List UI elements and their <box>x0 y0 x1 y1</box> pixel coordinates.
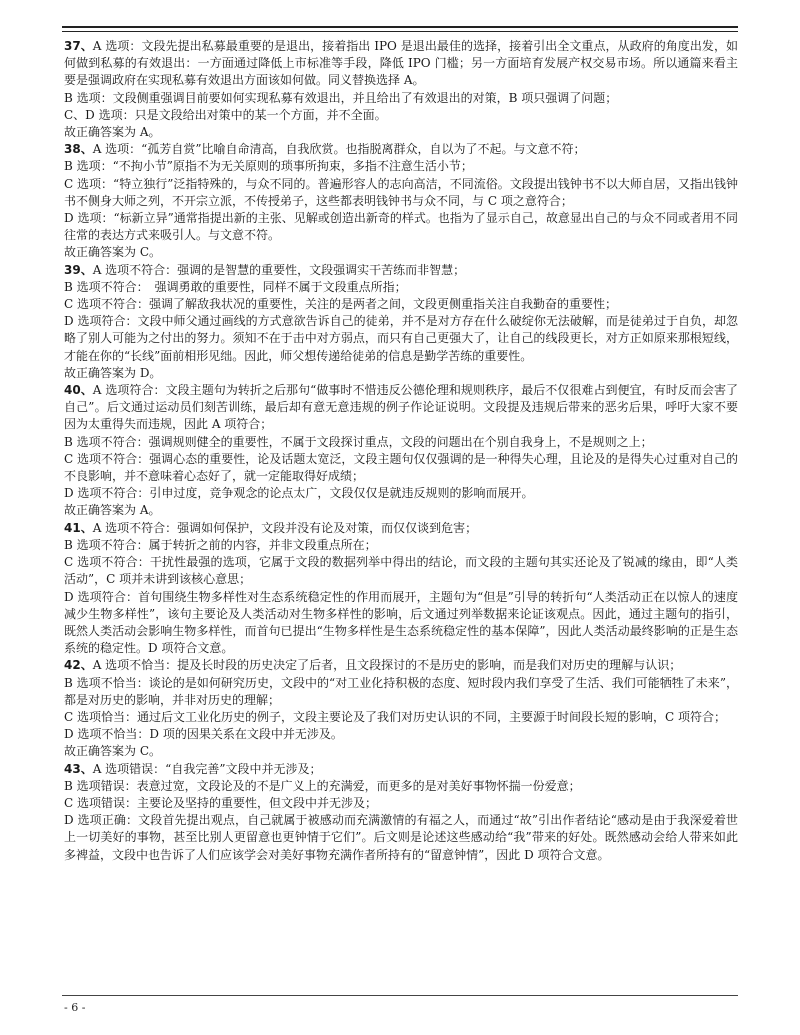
question-42-line-1: 42、A 选项不恰当：提及长时段的历史决定了后者，且文段探讨的不是历史的影响，而是我们对历史的理解与认识； <box>64 658 682 673</box>
question-38-line-3: C 选项：“特立独行”泛指特殊的，与众不同的。普遍形容人的志向高洁，不同流俗。文段提出钱钟书不以大师自居，又指出钱钟书不侧身大师之列，不开宗立派，不传授弟子，这些都表明钱钟书与众不同，与 C 项之意符合； <box>64 176 738 208</box>
question-number: 43、 <box>64 761 93 776</box>
question-number: 41、 <box>64 520 93 535</box>
question-40-line-4: D 选项不符合：引申过度，竞争观念的论点太广，文段仅仅是就违反规则的影响而展开。 <box>64 486 534 501</box>
question-38-answer: 故正确答案为 C。 <box>64 245 161 260</box>
question-39-line-1: 39、A 选项不符合：强调的是智慧的重要性，文段强调实干苦练而非智慧； <box>64 262 466 277</box>
question-37-line-2: B 选项：文段侧重强调目前要如何实现私募有效退出，并且给出了有效退出的对策，B 项只强调了问题； <box>64 90 618 105</box>
question-40-line-1: 40、A 选项符合：文段主题句为转折之后那句“做事时不惜违反公德伦理和规则秩序，最后不仅很难占到便宜，有时反而会害了自己”。后文通过运动员们刻苦训练，最后却有意无意违规的例子作论证说明。文段提及违规后带来的恶劣后果，呼吁大家不要因为太重得失而违规，因此 A 项符合； <box>64 383 738 432</box>
header-rule <box>62 26 738 28</box>
question-40-line-2: B 选项不符合：强调规则健全的重要性，不属于文段探讨重点，文段的问题出在个别自我身上，不是规则之上； <box>64 434 653 449</box>
question-37-answer: 故正确答案为 A。 <box>64 125 161 140</box>
question-41-line-3: C 选项不符合：干扰性最强的选项，它属于文段的数据列举中得出的结论，而文段的主题句其实还论及了锐减的缘由，即“人类活动”，C 项并未讲到该核心意思； <box>64 555 738 587</box>
question-number: 38、 <box>64 142 93 157</box>
answer-explanations <box>64 38 738 864</box>
question-43-line-1: 43、A 选项错误：“自我完善”文段中并无涉及； <box>64 761 322 776</box>
question-41-line-4: D 选项符合：首句围绕生物多样性对生态系统稳定性的作用而展开，主题句为“但是”引导的转折句“人类活动正在以惊人的速度减少生物多样性”，该句主要论及人类活动对生物多样性的影响，后文通过列举数据来论证该观点。因此，通过主题句的指引，既然人类活动会影响生物多样性，而首句已提出“生物多样性是生态系统稳定性的基本保障”，因此人类活动最终影响的正是生态系统的稳定性。D 项符合文意。 <box>64 589 738 656</box>
question-38-line-4: D 选项：“标新立异”通常指提出新的主张、见解或创造出新奇的样式。也指为了显示自己，故意显出自己的与众不同或者用不同往常的表达方式来吸引人。与文意不符。 <box>64 211 738 243</box>
question-42-answer: 故正确答案为 C。 <box>64 744 161 759</box>
question-number: 39、 <box>64 262 93 277</box>
question-43-line-3: C 选项错误：主要论及坚持的重要性，但文段中并无涉及； <box>64 795 377 810</box>
question-37-line-3: C、D 选项：只是文段给出对策中的某一个方面，并不全面。 <box>64 107 387 122</box>
question-43-line-2: B 选项错误：表意过宽，文段论及的不是广义上的充满爱，而更多的是对美好事物怀揣一份爱意； <box>64 778 581 793</box>
question-39-line-2: B 选项不符合： 强调勇敢的重要性，同样不属于文段重点所指； <box>64 279 407 294</box>
header-rule-thin <box>62 31 738 32</box>
question-43-line-4: D 选项正确：文段首先提出观点，自己就属于被感动而充满激情的有福之人，而通过“故”引出作者结论“感动是由于我深爱着世上一切美好的事物，甚至比别人更留意也更钟情于它们”。后文则是论述这些感动给“我”带来的好处。既然感动会给人带来如此多裨益，文段中也告诉了人们应该学会对美好事物充满作者所持有的“留意钟情”，因此 D 项符合文意。 <box>64 813 738 862</box>
question-39-line-4: D 选项符合：文段中师父通过画线的方式意欲告诉自己的徒弟，并不是对方存在什么破绽你无法破解，而是徒弟过于自负，却忽略了别人可能为之付出的努力。须知不在于击中对方弱点，而只有自己更强大了，让自己的线段更长，对方正如原来那根短线，才能在你的“长线”面前相形见绌。因此，师父想传递给徒弟的信息是勤学苦练的重要性。 <box>64 314 738 363</box>
question-37-line-1: 37、A 选项：文段先提出私募最重要的是退出，接着指出 IPO 是退出最佳的选择，接着引出全文重点，从政府的角度出发，如何做到私募的有效退出：一方面通过降低上市标准等手段，降低 IPO 门槛；另一方面培育发展产权交易市场。所以通篇来看主要是强调政府在实现私募有效退出方面该如何做。同义替换选择 A。 <box>64 39 738 88</box>
question-42-line-3: C 选项恰当：通过后文工业化历史的例子，文段主要论及了我们对历史认识的不同，主要源于时间段长短的影响，C 项符合； <box>64 709 726 724</box>
question-number: 42、 <box>64 658 93 673</box>
question-39-answer: 故正确答案为 D。 <box>64 365 162 380</box>
question-41-line-1: 41、A 选项不符合：强调如何保护，文段并没有论及对策，而仅仅谈到危害； <box>64 520 478 535</box>
question-41-line-2: B 选项不符合：属于转折之前的内容，并非文段重点所在； <box>64 537 377 552</box>
question-40-answer: 故正确答案为 A。 <box>64 503 161 518</box>
question-42-line-2: B 选项不恰当：谈论的是如何研究历史，文段中的“对工业化持积极的态度、短时段内我们享受了生活、我们可能牺牲了未来”，都是对历史的影响，并非对历史的理解； <box>64 675 738 707</box>
question-number: 40、 <box>64 383 93 398</box>
question-38-line-2: B 选项：“不拘小节”原指不为无关原则的琐事所拘束，多指不注意生活小节； <box>64 159 473 174</box>
question-40-line-3: C 选项不符合：强调心态的重要性，论及话题太宽泛，文段主题句仅仅强调的是一种得失心理，且论及的是得失心过重对自己的不良影响，并不意味着心态好了，就一定能取得好成绩； <box>64 451 738 484</box>
page-number: - 6 - <box>64 1001 86 1014</box>
question-38-line-1: 38、A 选项：“孤芳自赏”比喻自命清高，自我欣赏。也指脱离群众，自以为了不起。与文意不符； <box>64 142 586 157</box>
question-number: 37、 <box>64 39 93 53</box>
footer-rule <box>62 995 738 996</box>
question-42-line-4: D 选项不恰当：D 项的因果关系在文段中并无涉及。 <box>64 727 343 742</box>
question-39-line-3: C 选项不符合：强调了解敌我状况的重要性，关注的是两者之间，文段更侧重指关注自我勤奋的重要性； <box>64 297 618 312</box>
